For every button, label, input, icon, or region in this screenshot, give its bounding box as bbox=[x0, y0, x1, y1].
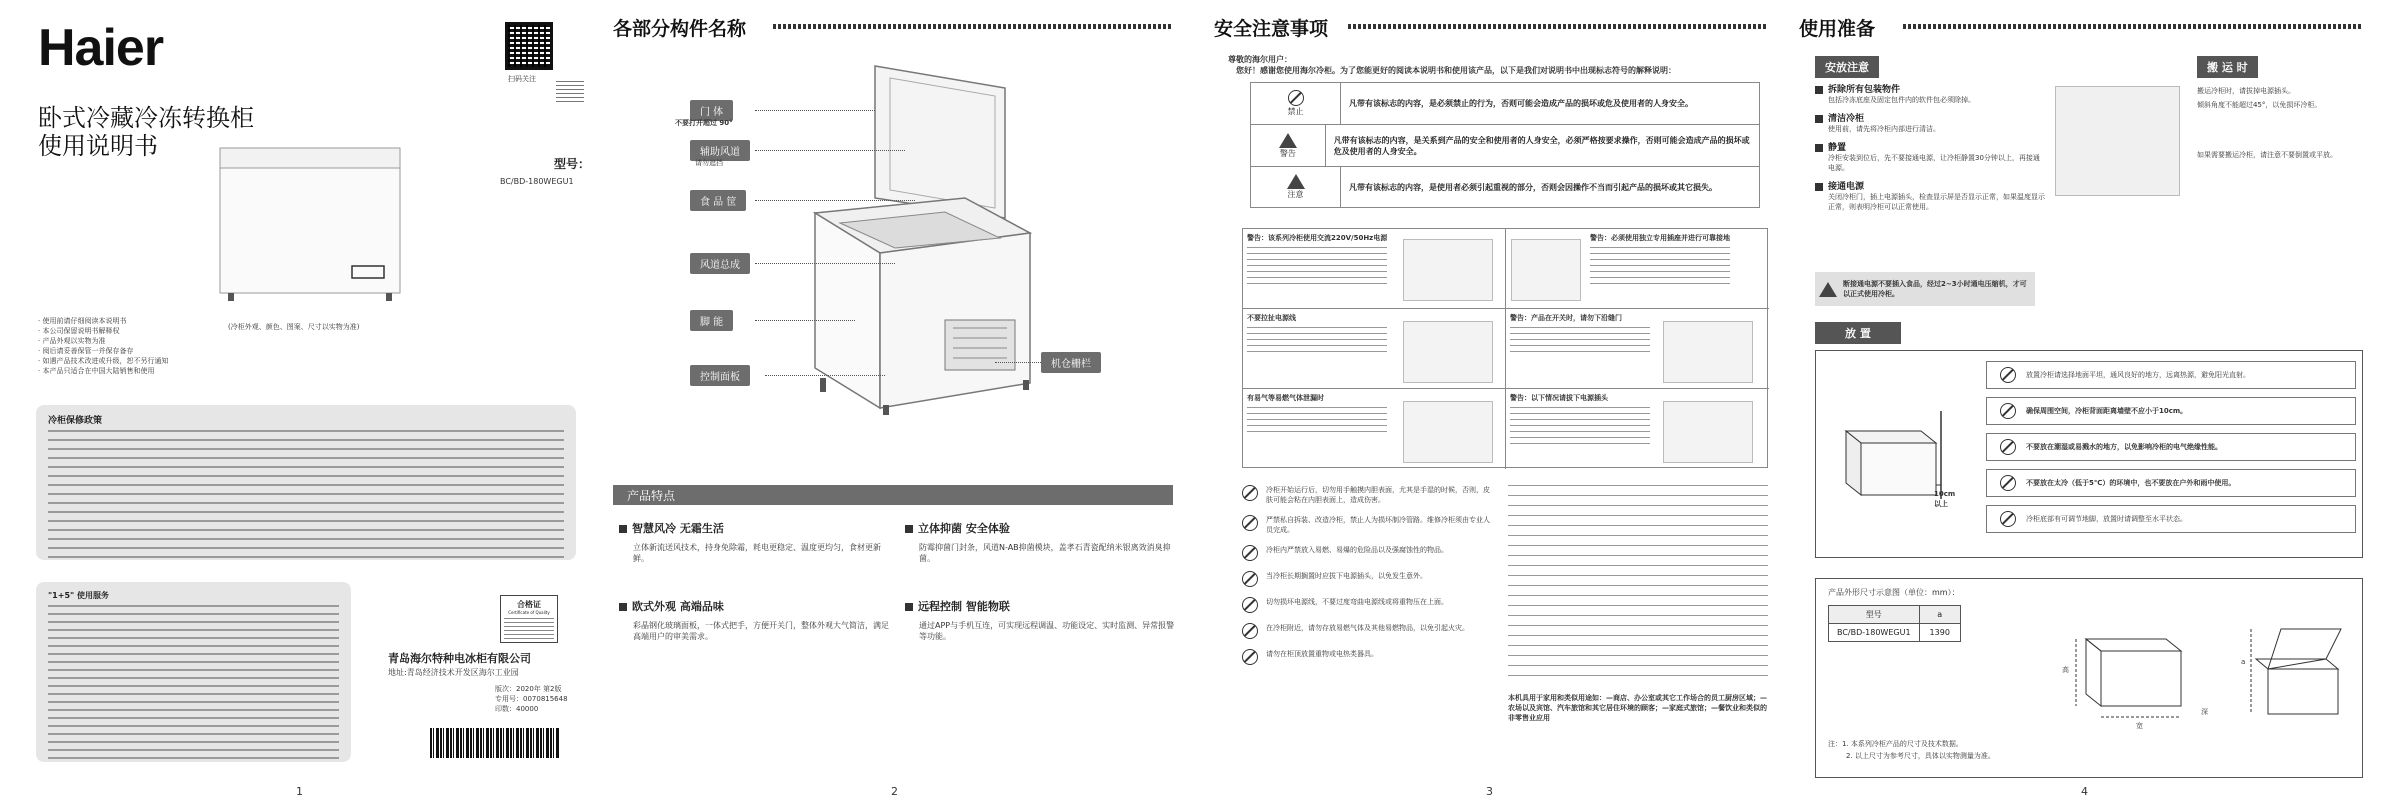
prep-item-body: 包括冷冻底座及固定包件内的软件包必须除掉。 bbox=[1828, 96, 1975, 104]
legend-text: 凡带有该标志的内容，是使用者必须引起重视的部分，否则会因操作不当而引起产品的损坏或其它损失。 bbox=[1349, 182, 1717, 192]
legend-text: 凡带有该标志的内容，是关系到产品的安全和使用者的人身安全，必须严格按要求操作，否则可能会造成产品的损坏或危及使用者的人身安全。 bbox=[1333, 135, 1750, 156]
legend-icon-label: 注意 bbox=[1287, 190, 1304, 199]
safety-notes-right bbox=[1508, 485, 1768, 723]
moving-illustration bbox=[2055, 86, 2180, 196]
notice-list bbox=[38, 316, 168, 376]
notice-item: · 产品外观以实物为准 bbox=[38, 337, 106, 345]
placement-rule bbox=[1986, 505, 2356, 533]
page-safety bbox=[1190, 0, 1785, 808]
placement-notice-tag: 安放注意 bbox=[1815, 56, 1879, 78]
note-row bbox=[1242, 515, 1492, 535]
label-air-duct: 风道总成 bbox=[690, 253, 750, 274]
label-control-panel: 控制面板 bbox=[690, 365, 750, 386]
warning-grid bbox=[1242, 228, 1768, 468]
notes-text-lines bbox=[1508, 485, 1768, 685]
leader-line bbox=[755, 263, 895, 264]
legend-row bbox=[1251, 83, 1759, 125]
note-row bbox=[1242, 571, 1492, 587]
illustration-outlet bbox=[1403, 239, 1493, 301]
safety-notes-left bbox=[1242, 485, 1492, 665]
freezer-front-illustration bbox=[210, 138, 410, 308]
qr-label: 扫码关注 bbox=[508, 75, 536, 83]
product-subtitle: 使用说明书 bbox=[38, 132, 158, 160]
notice-item: · 本公司保留说明书解释权 bbox=[38, 327, 120, 335]
page-cover bbox=[0, 0, 595, 808]
prep-item-body: 冷柜安装到位后，先不要接通电源，让冷柜静置30分钟以上，再接通电源。 bbox=[1828, 154, 2040, 172]
illustration-unplug bbox=[1663, 401, 1753, 463]
prohibited-icon bbox=[2000, 511, 2016, 527]
placement-rule-text: 确保周围空间，冷柜背面距离墙壁不应小于10cm。 bbox=[2026, 407, 2188, 415]
prohibited-icon bbox=[1288, 90, 1304, 106]
feature-desc: 立体新流送风技术，持身免除霜，耗电更稳定、温度更均匀，食材更新鲜。 bbox=[633, 543, 881, 563]
page-parts bbox=[595, 0, 1190, 808]
greeting: 尊敬的海尔用户： bbox=[1228, 55, 1292, 64]
note-text: 冷柜内严禁放入易燃、易爆的危险品以及强腐蚀性的物品。 bbox=[1266, 546, 1448, 554]
table-cell: 1390 bbox=[1919, 624, 1960, 642]
axis-depth: 深 bbox=[2201, 708, 2208, 716]
prohibited-icon bbox=[1242, 623, 1258, 639]
table-header: a bbox=[1919, 606, 1960, 624]
notice-item: · 使用前请仔细阅读本说明书 bbox=[38, 317, 127, 325]
prep-item-head: 清洁冷柜 bbox=[1828, 114, 1865, 124]
feature-desc: 防霉抑菌门封条，风道N-AB抑菌模块，盖孝石青瓷配纳米银离效消臭抑菌。 bbox=[919, 543, 1171, 563]
placement-rule bbox=[1986, 361, 2356, 389]
prohibited-icon bbox=[1242, 649, 1258, 665]
section-title: 安全注意事项 bbox=[1214, 18, 1329, 40]
prep-item-head: 接通电源 bbox=[1828, 182, 1865, 192]
brand-logo: Haier bbox=[38, 19, 164, 77]
notice-item: · 如遇产品技术改进或升级，恕不另行通知 bbox=[38, 357, 169, 365]
model-label: 型号： bbox=[554, 157, 591, 171]
section-divider bbox=[773, 24, 1173, 29]
dimension-note: 注：1. 本系列冷柜产品的尺寸及技术数据。 bbox=[1828, 740, 1963, 748]
legend-table bbox=[1250, 82, 1760, 208]
usage-footer: 本机具用于家用和类似用途如：—商店、办公室或其它工作场合的员工厨房区域；—农场以及宾馆、汽车旅馆和其它居住环境的顾客；—家庭式旅馆；—餐饮业和类似的非零售业应用 bbox=[1508, 694, 1767, 722]
moving-note: 倾斜角度不能超过45°，以免损坏冷柜。 bbox=[2197, 101, 2322, 109]
prep-item-body: 使用前，请先将冷柜内部进行清洁。 bbox=[1828, 125, 1940, 133]
moving-note: 搬运冷柜时，请拔掉电源插头。 bbox=[2197, 87, 2295, 95]
illustration-gas bbox=[1403, 401, 1493, 463]
note-text: 在冷柜附近，请勿存放易燃气体及其他易燃物品，以免引起火灾。 bbox=[1266, 624, 1469, 632]
notice-item: · 阅后请妥善保管一并保存备存 bbox=[38, 347, 134, 355]
legend-icon-label: 警告 bbox=[1279, 148, 1296, 158]
product-title: 卧式冷藏冷冻转换柜 bbox=[38, 104, 254, 132]
illustration-socket bbox=[1511, 239, 1581, 301]
page-number: 3 bbox=[1486, 785, 1493, 798]
table-header: 型号 bbox=[1829, 606, 1920, 624]
intro-text: 您好！感谢您使用海尔冷柜。为了您能更好的阅读本说明书和使用该产品，以下是我们对说明书中出现标志符号的解释说明： bbox=[1236, 66, 1676, 75]
model-number: BC/BD-180WEGU1 bbox=[500, 177, 574, 186]
legend-icon-label: 禁止 bbox=[1287, 107, 1304, 116]
leader-line bbox=[755, 200, 915, 201]
prohibited-icon bbox=[1242, 515, 1258, 531]
section-title: 使用准备 bbox=[1799, 18, 1876, 40]
placement-rule bbox=[1986, 397, 2356, 425]
feature-title: 立体抑菌 安全体验 bbox=[918, 522, 1010, 535]
leader-line bbox=[755, 320, 855, 321]
warranty-text-lines bbox=[48, 430, 564, 558]
feature-desc: 通过APP与手机互连，可实现远程调温、功能设定、实时监测、异常报警等功能。 bbox=[919, 621, 1175, 641]
notice-item: · 本产品只适合在中国大陆销售和使用 bbox=[38, 367, 155, 375]
warranty-policy-box bbox=[36, 405, 576, 560]
note-text: 严禁私自拆装、改造冷柜，禁止人为损坏制冷管路。维修冷柜须由专业人员完成。 bbox=[1266, 516, 1490, 534]
service-box bbox=[36, 582, 351, 762]
company-address: 地址:青岛经济技术开发区海尔工业园 bbox=[388, 668, 519, 677]
placement-rule-text: 不要放在太冷（低于5℃）的环境中，也不要放在户外和雨中使用。 bbox=[2026, 479, 2236, 487]
placement-rule bbox=[1986, 469, 2356, 497]
illustration-plug bbox=[1403, 321, 1493, 383]
prep-item bbox=[1815, 111, 2045, 134]
caution-icon bbox=[1287, 174, 1305, 189]
dimensions-title: 产品外形尺寸示意图（单位：mm）： bbox=[1828, 588, 1960, 597]
note-row bbox=[1242, 623, 1492, 639]
prep-item-head: 拆除所有包装物件 bbox=[1828, 85, 1901, 95]
warning-head: 警告：该系列冷柜使用交流220V/50Hz电源 bbox=[1247, 234, 1388, 242]
page-number: 2 bbox=[891, 785, 898, 798]
label-door: 门 体 bbox=[690, 100, 733, 121]
placement-tag: 放 置 bbox=[1815, 322, 1901, 344]
note-row bbox=[1242, 597, 1492, 613]
print-version: 版次：2020年 第2版 bbox=[495, 685, 562, 693]
section-title: 各部分构件名称 bbox=[613, 18, 747, 40]
prep-item-body: 关闭冷柜门，插上电源插头，检查显示屏是否显示正常，如果温度显示正常，则表明冷柜可以正常使用。 bbox=[1828, 193, 2045, 211]
dimensions-table bbox=[1828, 605, 1961, 642]
placement-rule-text: 冷柜底部有可调节地脚，放置时请调整至水平状态。 bbox=[2026, 515, 2187, 523]
page-number: 4 bbox=[2081, 785, 2088, 798]
illustration-door bbox=[1663, 321, 1753, 383]
door-angle-note: 不要打开超过 90° bbox=[675, 119, 733, 127]
legend-row bbox=[1251, 125, 1759, 167]
leader-line bbox=[995, 362, 1041, 363]
page-number: 1 bbox=[296, 785, 303, 798]
leader-line bbox=[755, 150, 905, 151]
service-title: "1+5" 使用服务 bbox=[48, 591, 109, 600]
section-divider bbox=[1348, 24, 1768, 29]
part-number: 专用号：0070815648 bbox=[495, 695, 568, 703]
prohibited-icon bbox=[1242, 545, 1258, 561]
warning-head: 警告：产品在开关时，请勿下沿缝门 bbox=[1510, 314, 1622, 322]
moving-tag: 搬 运 时 bbox=[2197, 56, 2258, 78]
prohibited-icon bbox=[2000, 403, 2016, 419]
quality-certificate bbox=[500, 595, 558, 643]
note-text: 冷柜开始运行后，切勿用手触摸内胆表面，尤其是手湿的时候，否则，皮肤可能会粘在内胆表面上，造成伤害。 bbox=[1266, 486, 1490, 504]
section-divider bbox=[1903, 24, 2363, 29]
note-row bbox=[1242, 485, 1492, 505]
feature-item bbox=[619, 520, 889, 564]
prohibited-icon bbox=[1242, 597, 1258, 613]
prep-item bbox=[1815, 140, 2045, 173]
leader-line bbox=[765, 375, 885, 376]
placement-rule bbox=[1986, 433, 2356, 461]
warning-icon bbox=[1819, 282, 1837, 297]
duct-note: 请勿遮挡 bbox=[695, 159, 723, 167]
feature-title: 智慧风冷 无霜生活 bbox=[632, 522, 724, 535]
dimensions-box bbox=[1815, 578, 2363, 778]
power-warning-text: 断接通电源不要插入食品，经过2~3小时通电压缩机，才可以正式使用冷柜。 bbox=[1843, 280, 2027, 298]
axis-width: 宽 bbox=[2136, 722, 2143, 730]
prep-item-head: 静置 bbox=[1828, 143, 1847, 153]
power-warning-box bbox=[1815, 272, 2035, 306]
dimension-note: 2. 以上尺寸为参考尺寸，具体以实物测量为准。 bbox=[1846, 752, 1995, 760]
prep-item-list bbox=[1815, 82, 2045, 212]
placement-box bbox=[1815, 350, 2363, 558]
qr-caption-block bbox=[556, 78, 584, 102]
note-row bbox=[1242, 649, 1492, 665]
certificate-title: 合格证 bbox=[517, 600, 541, 609]
barcode bbox=[430, 728, 560, 758]
features-header bbox=[613, 485, 1173, 505]
prep-item bbox=[1815, 82, 2045, 105]
feature-item bbox=[619, 598, 889, 642]
placement-rule-text: 放置冷柜请选择地面平坦，通风良好的地方，远离热源，避免阳光直射。 bbox=[2026, 371, 2250, 379]
warning-icon bbox=[1279, 133, 1297, 148]
feature-item bbox=[905, 520, 1175, 564]
prep-item bbox=[1815, 179, 2045, 212]
qr-code[interactable] bbox=[505, 22, 553, 70]
axis-height: 高 bbox=[2062, 666, 2069, 674]
prohibited-icon bbox=[2000, 439, 2016, 455]
table-cell: BC/BD-180WEGU1 bbox=[1829, 624, 1920, 642]
note-text: 切勿损坏电源线，不要过度弯曲电源线或将重物压在上面。 bbox=[1266, 598, 1448, 606]
note-row bbox=[1242, 545, 1492, 561]
placement-rule-text: 不要放在潮湿或易溅水的地方，以免影响冷柜的电气绝缘性能。 bbox=[2026, 443, 2222, 451]
placement-rules bbox=[1986, 361, 2356, 533]
axis-a: a bbox=[2241, 658, 2246, 666]
service-text-lines bbox=[48, 605, 339, 760]
prohibited-icon bbox=[1242, 571, 1258, 587]
prohibited-icon bbox=[2000, 367, 2016, 383]
label-feet: 脚 能 bbox=[690, 310, 733, 331]
warning-head: 警告：必须使用独立专用插座并进行可靠接地 bbox=[1590, 234, 1730, 242]
moving-note: 如果需要搬运冷柜，请注意不要倒置或平放。 bbox=[2197, 151, 2337, 159]
warning-head: 不要拉扯电源线 bbox=[1247, 314, 1296, 322]
note-text: 请勿在柜顶放置重物或电热类器具。 bbox=[1266, 650, 1378, 658]
feature-desc: 彩晶钢化玻璃面板，一体式把手，方便开关门，整体外观大气简洁，满足高端用户的审美需求。 bbox=[633, 621, 889, 641]
legend-text: 凡带有该标志的内容，是必须禁止的行为，否则可能会造成产品的损坏或危及使用者的人身安全。 bbox=[1349, 99, 1693, 108]
label-machine-grille: 机仓栅栏 bbox=[1041, 352, 1101, 373]
warning-head: 警告：以下情况请拔下电源插头 bbox=[1510, 394, 1608, 402]
feature-title: 欧式外观 高端品味 bbox=[632, 600, 724, 613]
label-aux-duct: 辅助风道 bbox=[690, 140, 750, 161]
certificate-sub: Certificate of Quality bbox=[508, 610, 550, 615]
warning-head: 有易气等易燃气体泄漏时 bbox=[1247, 394, 1324, 402]
prohibited-icon bbox=[2000, 475, 2016, 491]
legend-row bbox=[1251, 167, 1759, 207]
warranty-title: 冷柜保修政策 bbox=[48, 416, 103, 426]
feature-item bbox=[905, 598, 1175, 642]
leader-line bbox=[755, 110, 875, 111]
gap-label: 10cm 以上 bbox=[1934, 490, 1956, 508]
prohibited-icon bbox=[1242, 485, 1258, 501]
moving-notes bbox=[2197, 86, 2367, 160]
note-text: 当冷柜长期搁置时应拔下电源插头，以免发生意外。 bbox=[1266, 572, 1427, 580]
page-preparation bbox=[1785, 0, 2381, 808]
image-note: (冷柜外观、颜色、图案、尺寸以实物为准) bbox=[228, 323, 360, 331]
features-title: 产品特点 bbox=[627, 489, 676, 503]
feature-title: 远程控制 智能物联 bbox=[918, 600, 1010, 613]
label-food-basket: 食 品 筐 bbox=[690, 190, 746, 211]
company-name: 青岛海尔特种电冰柜有限公司 bbox=[388, 652, 531, 665]
print-count: 印数：40000 bbox=[495, 705, 539, 713]
